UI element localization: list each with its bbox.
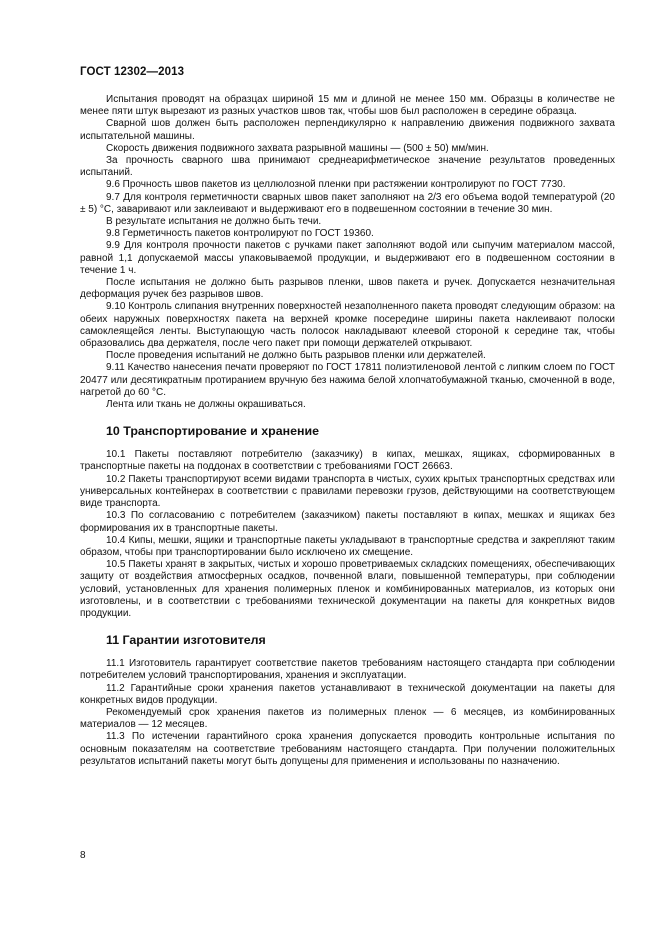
paragraph: В результате испытания не должно быть течи.	[106, 216, 322, 228]
section-11-heading: 11 Гарантии изготовителя	[106, 633, 266, 648]
section-11-body	[80, 658, 615, 768]
paragraph: Рекомендуемый срок хранения пакетов из полимерных пленок — 6 месяцев, из комбинированных материалов — 12 месяцев.	[80, 706, 615, 731]
paragraph: Испытания проводят на образцах шириной 15 мм и длиной не менее 150 мм. Образцы в количестве не менее пяти штук вырезают из разных участков швов так, чтобы шов был расположен в середине образца.	[80, 94, 615, 118]
paragraph: Сварной шов должен быть расположен перпендикулярно к направлению движения подвижного захвата испытательной машины.	[80, 118, 615, 142]
paragraph: 9.7 Для контроля герметичности сварных швов пакет заполняют на 2/3 его объема водой температурой (20 ± 5) °С, заваривают или заклеивают и выдерживают его в подвешенном состоянии в течение 30 мин.	[80, 191, 615, 215]
section-9-continuation	[80, 94, 615, 411]
paragraph: 10.4 Кипы, мешки, ящики и транспортные пакеты укладывают в транспортные средства и закрепляют таким образом, чтобы при транспортировании было исключено их смещение.	[80, 534, 615, 558]
section-10-heading: 10 Транспортирование и хранение	[106, 424, 319, 439]
paragraph: 10.5 Пакеты хранят в закрытых, чистых и хорошо проветриваемых складских помещениях, обеспечивающих защиту от воздействия атмосферных осадков, почвенной влаги, повышенной температуры, при соблюдении условий, установленных для хранения полимерных пленок и комбинированных материалов, из которых они изготовлены, и в соответствии с требованиями технической документации на пакеты для конкретных видов продукции.	[80, 559, 615, 619]
paragraph: После проведения испытаний не должно быть разрывов пленки или держателей.	[106, 350, 486, 362]
paragraph: 9.8 Герметичность пакетов контролируют по ГОСТ 19360.	[106, 228, 374, 240]
paragraph: 11.2 Гарантийные сроки хранения пакетов устанавливают в технической документации на пакеты для конкретных видов продукции.	[80, 682, 615, 706]
paragraph: Лента или ткань не должны окрашиваться.	[106, 399, 306, 411]
paragraph: 9.11 Качество нанесения печати проверяют по ГОСТ 17811 полиэтиленовой лентой с липким слоем по ГОСТ 20477 или десятикратным протиранием вручную без нажима белой хлопчатобумажной тканью, смоченной в воде, нагретой до 60 °С.	[80, 362, 615, 398]
paragraph: 11.1 Изготовитель гарантирует соответствие пакетов требованиям настоящего стандарта при соблюдении потребителем условий транспортирования, хранения и эксплуатации.	[80, 658, 615, 682]
document-header: ГОСТ 12302—2013	[80, 66, 185, 78]
paragraph: После испытания не должно быть разрывов пленки, швов пакета и ручек. Допускается незначительная деформация ручек без разрывов швов.	[80, 277, 615, 301]
paragraph: 10.2 Пакеты транспортируют всеми видами транспорта в чистых, сухих крытых транспортных средствах или универсальных контейнерах в соответствии с правилами перевозки грузов, действующими на соответствующем виде транспорта.	[80, 473, 615, 510]
section-10-body	[80, 449, 615, 620]
paragraph: 10.3 По согласованию с потребителем (заказчиком) пакеты поставляют в кипах, мешках и ящиках без формирования их в транспортные пакеты.	[80, 510, 615, 534]
document-body	[80, 94, 615, 768]
paragraph: За прочность сварного шва принимают среднеарифметическое значение результатов проведенных испытаний.	[80, 155, 615, 179]
paragraph: 10.1 Пакеты поставляют потребителю (заказчику) в кипах, мешках, ящиках, сформированных в транспортные пакеты на поддонах в соответствии с требованиями ГОСТ 26663.	[80, 449, 615, 473]
paragraph: Скорость движения подвижного захвата разрывной машины — (500 ± 50) мм/мин.	[106, 142, 489, 154]
paragraph: 9.6 Прочность швов пакетов из целлюлозной пленки при растяжении контролируют по ГОСТ 7730.	[106, 179, 566, 191]
page-number: 8	[80, 850, 86, 861]
paragraph: 9.10 Контроль слипания внутренних поверхностей незаполненного пакета проводят следующим образом: на обеих наружных поверхностях пакета на верхней кромке посередине ширины пакета наклеивают полоски самоклеящейся ленты. Выступающую часть полосок накладывают клеевой стороной к середине так, чтобы образовались два держателя, после чего пакет при помощи держателей открывают.	[80, 301, 615, 350]
paragraph: 11.3 По истечении гарантийного срока хранения допускается проводить контрольные испытания по основным показателям на соответствие требованиям настоящего стандарта. При получении положительных результатов испытаний пакеты могут быть допущены для применения и использованы по назначению.	[80, 731, 615, 767]
paragraph: 9.9 Для контроля прочности пакетов с ручками пакет заполняют водой или сыпучим материалом массой, равной 1,1 допускаемой массы упаковываемой продукции, и выдерживают его в подвешенном состоянии в течение 1 ч.	[80, 240, 615, 276]
